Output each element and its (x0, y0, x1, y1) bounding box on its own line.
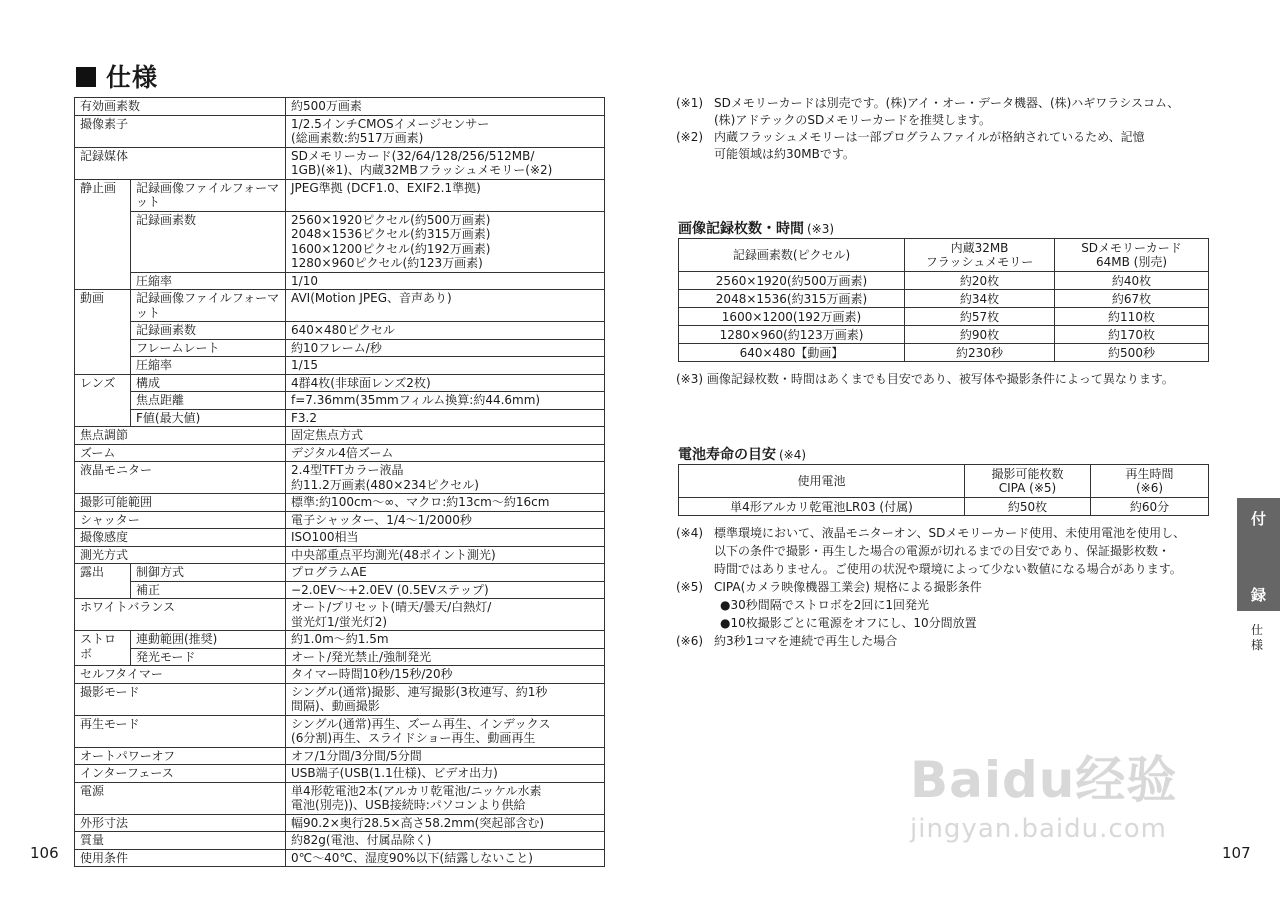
spec-value: −2.0EV〜+2.0EV (0.5EVステップ) (286, 581, 605, 599)
table-row (75, 599, 605, 631)
battery-header-type: 使用電池 (679, 465, 965, 498)
spec-label: 撮影モード (75, 683, 286, 715)
appendix-side-tab (1237, 498, 1280, 611)
spec-value: 約1.0m〜約1.5m (286, 631, 605, 649)
table-row (75, 581, 605, 599)
spec-label: 記録画素数 (131, 322, 286, 340)
spec-value: 約10フレーム/秒 (286, 339, 605, 357)
spec-value: 固定焦点方式 (286, 427, 605, 445)
spec-group-label: ストロボ (75, 631, 131, 666)
spec-value: 単4形乾電池2本(アルカリ乾電池/ニッケル水素 電池(別売))、USB接続時:パソコンより供給 (286, 782, 605, 814)
recording-cell: 約500秒 (1055, 344, 1209, 362)
spec-value: 1/10 (286, 272, 605, 290)
table-row (75, 546, 605, 564)
list-item: ●30秒間隔でストロボを2回に1回発光 (720, 598, 930, 612)
battery-note-4: (※4) 標準環境において、液晶モニターオン、SDメモリーカード使用、未使用電池を使用し、 以下の条件で撮影・再生した場合の電源が切れるまでの目安であり、保証撮影枚数・ 時間ではありません。ご使用の状況や環境によって少ない数値になる場合があります。 (676, 526, 1186, 576)
spec-label: 記録画像ファイルフォーマット (131, 290, 286, 322)
spec-label: 連動範囲(推奨) (131, 631, 286, 649)
recording-header-internal: 内蔵32MB フラッシュメモリー (905, 239, 1055, 272)
spec-value: 1/2.5インチCMOSイメージセンサー (総画素数:約517万画素) (286, 115, 605, 147)
spec-label: ホワイトバランス (75, 599, 286, 631)
spec-label: 撮影可能範囲 (75, 494, 286, 512)
table-row (75, 147, 605, 179)
spec-label: 記録画像ファイルフォーマット (131, 179, 286, 211)
battery-playback: 約60分 (1091, 498, 1209, 516)
footnotes-top (676, 95, 1216, 163)
spec-value: f=7.36mm(35mmフィルム換算:約44.6mm) (286, 392, 605, 410)
page-title: 仕様 (76, 58, 158, 94)
watermark (910, 740, 1177, 844)
table-row (75, 511, 605, 529)
spec-label: 圧縮率 (131, 357, 286, 375)
battery-table (678, 464, 1209, 516)
spec-label: フレームレート (131, 339, 286, 357)
battery-heading: 電池寿命の目安 (※4) (678, 447, 807, 463)
page-number-left: 106 (30, 844, 59, 862)
battery-shots: 約50枚 (965, 498, 1091, 516)
spec-label: 圧縮率 (131, 272, 286, 290)
spec-label: 補正 (131, 581, 286, 599)
table-row (75, 529, 605, 547)
table-row (75, 179, 605, 211)
spec-label: 記録画素数 (131, 211, 286, 272)
recording-cell: 約34枚 (905, 290, 1055, 308)
spec-value: 2.4型TFTカラー液晶 約11.2万画素(480×234ピクセル) (286, 462, 605, 494)
page-number-right: 107 (1222, 844, 1251, 862)
table-row (75, 339, 605, 357)
spec-value: 標準:約100cm〜∞、マクロ:約13cm〜約16cm (286, 494, 605, 512)
table-row (75, 409, 605, 427)
spec-label: 測光方式 (75, 546, 286, 564)
spec-value: タイマー時間10秒/15秒/20秒 (286, 666, 605, 684)
spec-label: 構成 (131, 374, 286, 392)
spec-label: 焦点調節 (75, 427, 286, 445)
spec-label: 使用条件 (75, 849, 286, 867)
table-row (75, 683, 605, 715)
table-row (75, 814, 605, 832)
recording-cell: 640×480【動画】 (679, 344, 905, 362)
table-row (75, 357, 605, 375)
battery-note-5: (※5) CIPA(カメラ映像機器工業会) 規格による撮影条件 (676, 580, 982, 594)
table-row (75, 782, 605, 814)
spec-value: 中央部重点平均測光(48ポイント測光) (286, 546, 605, 564)
recording-cell: 約110枚 (1055, 308, 1209, 326)
spec-value: 幅90.2×奥行28.5×高さ58.2mm(突起部含む) (286, 814, 605, 832)
table-row (75, 715, 605, 747)
spec-label: 質量 (75, 832, 286, 850)
table-row (679, 344, 1209, 362)
table-row (75, 98, 605, 116)
recording-cell: 2048×1536(約315万画素) (679, 290, 905, 308)
spec-value: 2560×1920ピクセル(約500万画素) 2048×1536ピクセル(約315万画素) 1600×1200ピクセル(約192万画素) 1280×960ピクセル(約123万画素) (286, 211, 605, 272)
spec-value: SDメモリーカード(32/64/128/256/512MB/ 1GB)(※1)、内蔵32MBフラッシュメモリー(※2) (286, 147, 605, 179)
spec-label: 発光モード (131, 648, 286, 666)
spec-group-label: レンズ (75, 374, 131, 427)
table-row (75, 631, 605, 649)
spec-label: 電源 (75, 782, 286, 814)
side-tab-char-1: 付 (1250, 510, 1266, 528)
spec-label: 外形寸法 (75, 814, 286, 832)
spec-value: シングル(通常)再生、ズーム再生、インデックス (6分割)再生、スライドショー再生、動画再生 (286, 715, 605, 747)
recording-cell: 約40枚 (1055, 272, 1209, 290)
recording-cell: 約57枚 (905, 308, 1055, 326)
spec-label: インターフェース (75, 765, 286, 783)
recording-header-pixels: 記録画素数(ピクセル) (679, 239, 905, 272)
spec-value: F3.2 (286, 409, 605, 427)
recording-note: (※3) 画像記録枚数・時間はあくまでも目安であり、被写体や撮影条件によって異なります。 (676, 372, 1174, 386)
table-row (75, 494, 605, 512)
side-vertical-label: 仕 様 (1250, 623, 1263, 652)
recording-cell: 約230秒 (905, 344, 1055, 362)
spec-value: USB端子(USB(1.1仕様)、ビデオ出力) (286, 765, 605, 783)
spec-group-label: 露出 (75, 564, 131, 599)
table-row (75, 444, 605, 462)
spec-label: 有効画素数 (75, 98, 286, 116)
recording-table (678, 238, 1209, 362)
spec-value: JPEG準拠 (DCF1.0、EXIF2.1準拠) (286, 179, 605, 211)
spec-label: F値(最大値) (131, 409, 286, 427)
spec-group-label: 動画 (75, 290, 131, 375)
table-row (75, 115, 605, 147)
recording-cell: 約67枚 (1055, 290, 1209, 308)
recording-cell: 2560×1920(約500万画素) (679, 272, 905, 290)
table-row (679, 308, 1209, 326)
spec-label: 記録媒体 (75, 147, 286, 179)
table-row (679, 498, 1209, 516)
table-row (679, 290, 1209, 308)
recording-cell: 1600×1200(192万画素) (679, 308, 905, 326)
spec-value: ISO100相当 (286, 529, 605, 547)
spec-value: 640×480ピクセル (286, 322, 605, 340)
table-row (75, 832, 605, 850)
spec-value: AVI(Motion JPEG、音声あり) (286, 290, 605, 322)
battery-note-6: (※6) 約3秒1コマを連続で再生した場合 (676, 634, 898, 648)
table-row (75, 666, 605, 684)
spec-label: 再生モード (75, 715, 286, 747)
spec-value: シングル(通常)撮影、連写撮影(3枚連写、約1秒 間隔)、動画撮影 (286, 683, 605, 715)
footnote-2: (※2) 内蔵フラッシュメモリーは一部プログラムファイルが格納されているため、記憶 可能領域は約30MBです。 (676, 130, 1145, 161)
table-row (75, 747, 605, 765)
spec-label: 制御方式 (131, 564, 286, 582)
table-row (75, 427, 605, 445)
list-item: ●10枚撮影ごとに電源をオフにし、10分間放置 (720, 616, 977, 630)
table-row (75, 290, 605, 322)
battery-header-playback: 再生時間 (※6) (1091, 465, 1209, 498)
square-bullet-icon (76, 67, 96, 87)
table-row (75, 322, 605, 340)
recording-heading: 画像記録枚数・時間 (※3) (678, 221, 835, 237)
watermark-logo-text: Baidu经验 (910, 751, 1178, 809)
spec-label: 撮像素子 (75, 115, 286, 147)
spec-label: 焦点距離 (131, 392, 286, 410)
table-row (75, 648, 605, 666)
spec-value: オート/プリセット(晴天/曇天/白熱灯/ 蛍光灯1/蛍光灯2) (286, 599, 605, 631)
spec-label: 撮像感度 (75, 529, 286, 547)
side-tab-char-2: 録 (1250, 586, 1266, 604)
table-row (75, 849, 605, 867)
spec-label: セルフタイマー (75, 666, 286, 684)
spec-value: 約82g(電池、付属品除く) (286, 832, 605, 850)
spec-table (74, 97, 605, 867)
table-row (75, 211, 605, 272)
table-row (679, 326, 1209, 344)
spec-value: オフ/1分間/3分間/5分間 (286, 747, 605, 765)
recording-cell: 約90枚 (905, 326, 1055, 344)
recording-cell: 約20枚 (905, 272, 1055, 290)
spec-value: 4群4枚(非球面レンズ2枚) (286, 374, 605, 392)
table-row (75, 374, 605, 392)
table-row (679, 272, 1209, 290)
spec-label: シャッター (75, 511, 286, 529)
spec-label: 液晶モニター (75, 462, 286, 494)
watermark-url: jingyan.baidu.com (910, 814, 1167, 844)
spec-value: 電子シャッター、1/4〜1/2000秒 (286, 511, 605, 529)
footnote-1: (※1) SDメモリーカードは別売です。(株)アイ・オー・データ機器、(株)ハギワラシスコム、 (株)アドテックのSDメモリーカードを推奨します。 (676, 96, 1180, 127)
table-row (75, 765, 605, 783)
spec-label: オートパワーオフ (75, 747, 286, 765)
table-row (75, 272, 605, 290)
spec-group-label: 静止画 (75, 179, 131, 290)
spec-value: 0℃〜40℃、湿度90%以下(結露しないこと) (286, 849, 605, 867)
recording-cell: 約170枚 (1055, 326, 1209, 344)
spec-value: 1/15 (286, 357, 605, 375)
battery-header-shots: 撮影可能枚数 CIPA (※5) (965, 465, 1091, 498)
spec-label: ズーム (75, 444, 286, 462)
spec-value: デジタル4倍ズーム (286, 444, 605, 462)
recording-header-sd: SDメモリーカード 64MB (別売) (1055, 239, 1209, 272)
table-row (75, 392, 605, 410)
recording-cell: 1280×960(約123万画素) (679, 326, 905, 344)
battery-notes (676, 524, 1216, 650)
spec-value: プログラムAE (286, 564, 605, 582)
table-row (75, 564, 605, 582)
battery-type: 単4形アルカリ乾電池LR03 (付属) (679, 498, 965, 516)
spec-value: 約500万画素 (286, 98, 605, 116)
spec-value: オート/発光禁止/強制発光 (286, 648, 605, 666)
table-row (75, 462, 605, 494)
